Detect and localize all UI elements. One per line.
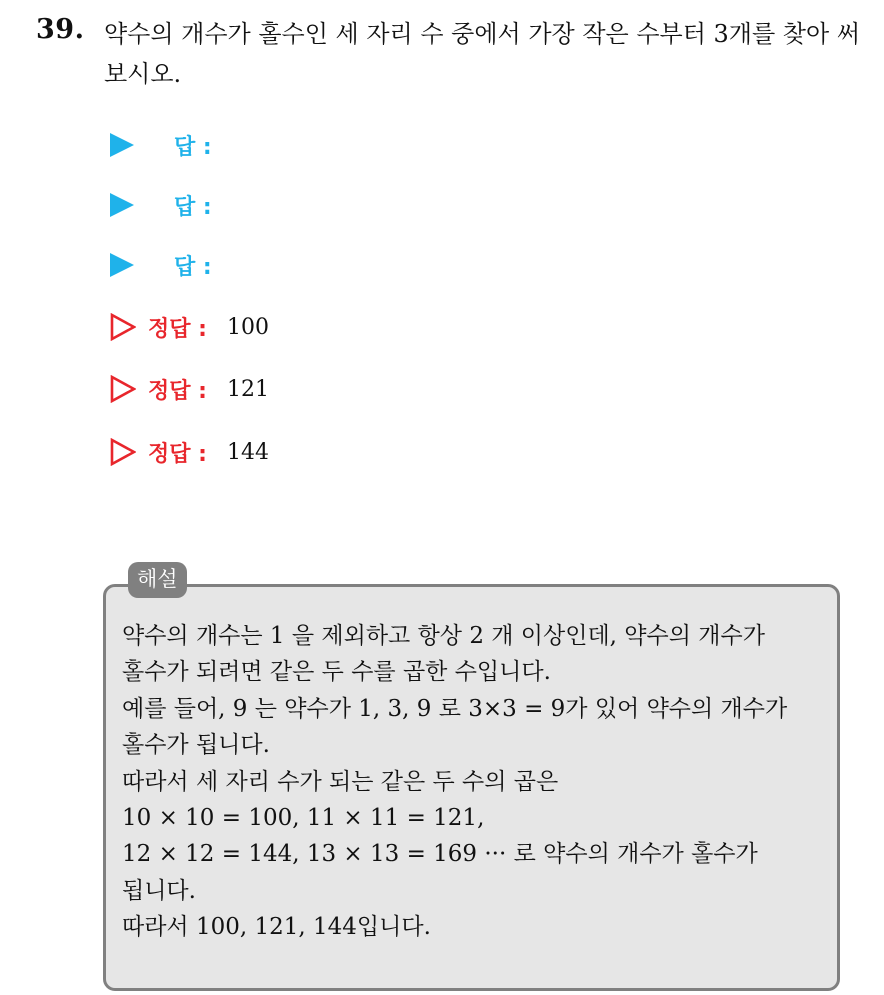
question-text: 약수의 개수가 홀수인 세 자리 수 중에서 가장 작은 수부터 3개를 찾아 써 보시오. [104,20,860,88]
solution-value: 144 [226,439,269,465]
play-triangle-icon [110,253,134,277]
explanation-line: 12 × 12 = 144, 13 × 13 = 169 ··· 로 약수의 개수가 홀수가 [122,841,758,868]
explanation-line: 따라서 세 자리 수가 되는 같은 두 수의 곱은 [122,768,559,795]
answer-label: 답 : [174,254,212,280]
play-triangle-icon [110,193,134,217]
solution-label: 정답 : [148,378,207,404]
solution-row [110,435,269,469]
solution-label: 정답 : [148,316,207,342]
solution-value: 121 [226,376,269,402]
answer-label: 답 : [174,194,212,220]
explanation-line: 됩니다. [122,877,196,904]
solution-row [110,310,269,344]
solution-label: 정답 : [148,441,207,467]
explanation-line: 홀수가 되려면 같은 두 수를 곱한 수입니다. [122,659,551,686]
outline-triangle-icon [110,313,136,341]
explanation-title: 해설 [128,562,187,598]
answer-row [110,128,212,162]
explanation-line: 홀수가 됩니다. [122,732,270,759]
solution-value: 100 [226,314,269,340]
explanation-line: 예를 들어, 9 는 약수가 1, 3, 9 로 3×3 = 9가 있어 약수의 개수가 [122,695,788,722]
play-triangle-icon [110,133,134,157]
explanation-line: 약수의 개수는 1 을 제외하고 항상 2 개 이상인데, 약수의 개수가 [122,623,765,649]
answer-row [110,248,212,282]
question-number: 39. [36,14,85,45]
solution-row [110,372,269,406]
outline-triangle-icon [110,438,136,466]
answer-row [110,188,212,222]
explanation-line: 따라서 100, 121, 144입니다. [122,914,431,941]
explanation-text [122,618,828,946]
explanation-line: 10 × 10 = 100, 11 × 11 = 121, [122,804,485,831]
outline-triangle-icon [110,375,136,403]
answer-label: 답 : [174,134,212,160]
